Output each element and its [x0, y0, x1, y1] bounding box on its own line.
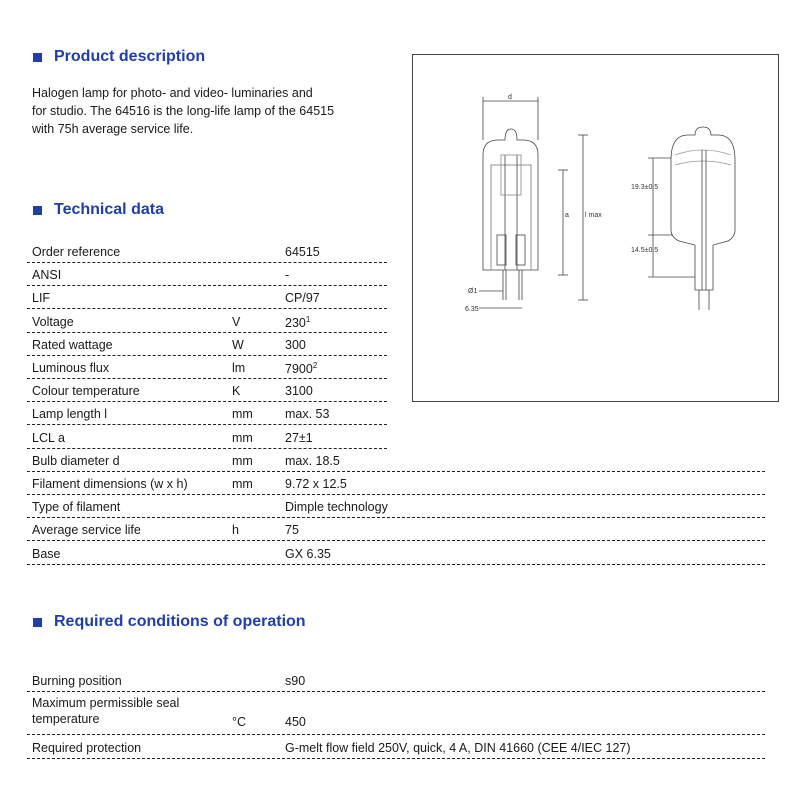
- lamp-dimension-drawing: [412, 54, 779, 402]
- row-value: $230^1$: [285, 314, 311, 330]
- dim-a-label: a: [565, 212, 569, 219]
- description-line: for studio. The 64516 is the long-life lamp of the 64515: [32, 104, 335, 118]
- row-label: Rated wattage: [32, 337, 113, 352]
- row-label: Base: [32, 546, 61, 561]
- table-row: [27, 333, 387, 356]
- section-title: Product description: [54, 48, 206, 65]
- description-line: Halogen lamp for photo- and video- luminaries and: [32, 86, 313, 100]
- table-row: [27, 240, 387, 263]
- row-label: LCL a: [32, 430, 65, 445]
- row-unit: K: [232, 384, 241, 399]
- row-label: Type of filament: [32, 500, 121, 515]
- bullet-square-icon: [33, 206, 42, 215]
- row-value: CP/97: [285, 291, 320, 306]
- row-value: -: [285, 268, 290, 283]
- table-row: [27, 472, 765, 495]
- row-value: Dimple technology: [285, 500, 388, 515]
- table-row: [27, 310, 387, 333]
- row-value: 75: [285, 523, 299, 538]
- section-title: Technical data: [54, 201, 164, 218]
- footnote-marker: 2: [312, 361, 318, 370]
- product-description-text: [32, 84, 392, 138]
- table-row: [27, 736, 765, 759]
- row-label: Colour temperature: [32, 384, 140, 399]
- technical-data-heading: [33, 201, 164, 219]
- row-label: Voltage: [32, 314, 74, 329]
- bullet-square-icon: [33, 618, 42, 627]
- row-label: Average service life: [32, 523, 141, 538]
- table-row: [27, 449, 765, 472]
- row-value: GX 6.35: [285, 546, 331, 561]
- table-row: [27, 518, 765, 541]
- row-unit: mm: [232, 477, 253, 491]
- description-line: with 75h average service life.: [32, 122, 194, 136]
- bullet-square-icon: [33, 53, 42, 62]
- row-label: Maximum permissible seal temperature: [32, 696, 180, 727]
- row-unit: h: [232, 523, 239, 538]
- row-value: max. 18.5: [285, 453, 340, 468]
- dim-d-label: d: [508, 94, 512, 101]
- row-value: max. 53: [285, 407, 330, 422]
- row-value: 64515: [285, 245, 320, 259]
- dim-lmax-label: l max: [585, 212, 602, 219]
- table-row: [27, 356, 387, 379]
- product-description-heading: [33, 48, 205, 66]
- row-value: 7900$^2$: [285, 361, 318, 377]
- row-value: G-melt flow field 250V, quick, 4 A, DIN 41660 (CEE 4/IEC 127): [285, 741, 631, 756]
- row-label: Filament dimensions (w x h): [32, 477, 188, 491]
- dim-upper-label: 19.3±0.5: [631, 184, 659, 191]
- row-label: ANSI: [32, 268, 62, 283]
- dim-lower-label: 14.5±0.5: [631, 247, 659, 254]
- table-row: [27, 263, 387, 286]
- row-unit: °C: [232, 715, 247, 730]
- row-label: Luminous flux: [32, 361, 110, 375]
- row-value: 3100: [285, 384, 313, 399]
- row-unit: V: [232, 314, 241, 329]
- table-row: [27, 692, 765, 735]
- row-label: Order reference: [32, 245, 121, 259]
- row-value: 450: [285, 715, 306, 730]
- row-unit: lm: [232, 361, 246, 375]
- dim-pin-diameter-label: Ø1: [468, 288, 478, 295]
- row-value: 27±1: [285, 430, 313, 445]
- table-row: [27, 379, 387, 402]
- required-conditions-heading: [33, 613, 306, 631]
- section-title: Required conditions of operation: [54, 613, 306, 630]
- row-unit: mm: [232, 407, 253, 422]
- row-label: Bulb diameter d: [32, 453, 120, 468]
- row-value: 300: [285, 337, 306, 352]
- table-row: [27, 495, 765, 518]
- footnote-marker: 1: [305, 314, 311, 324]
- row-unit: mm: [232, 453, 253, 468]
- row-label: Required protection: [32, 741, 142, 756]
- table-row: [27, 542, 765, 565]
- row-label: Burning position: [32, 674, 122, 688]
- table-row: [27, 402, 387, 425]
- row-value: s90: [285, 674, 306, 688]
- row-unit: W: [232, 337, 244, 352]
- table-row: [27, 426, 387, 449]
- row-label: LIF: [32, 291, 51, 306]
- row-value: 9.72 x 12.5: [285, 477, 347, 491]
- table-row: [27, 669, 765, 692]
- row-unit: mm: [232, 430, 253, 445]
- dim-pin-spacing-label: 6.35: [465, 306, 479, 313]
- table-row: [27, 286, 387, 309]
- row-label: Lamp length l: [32, 407, 108, 422]
